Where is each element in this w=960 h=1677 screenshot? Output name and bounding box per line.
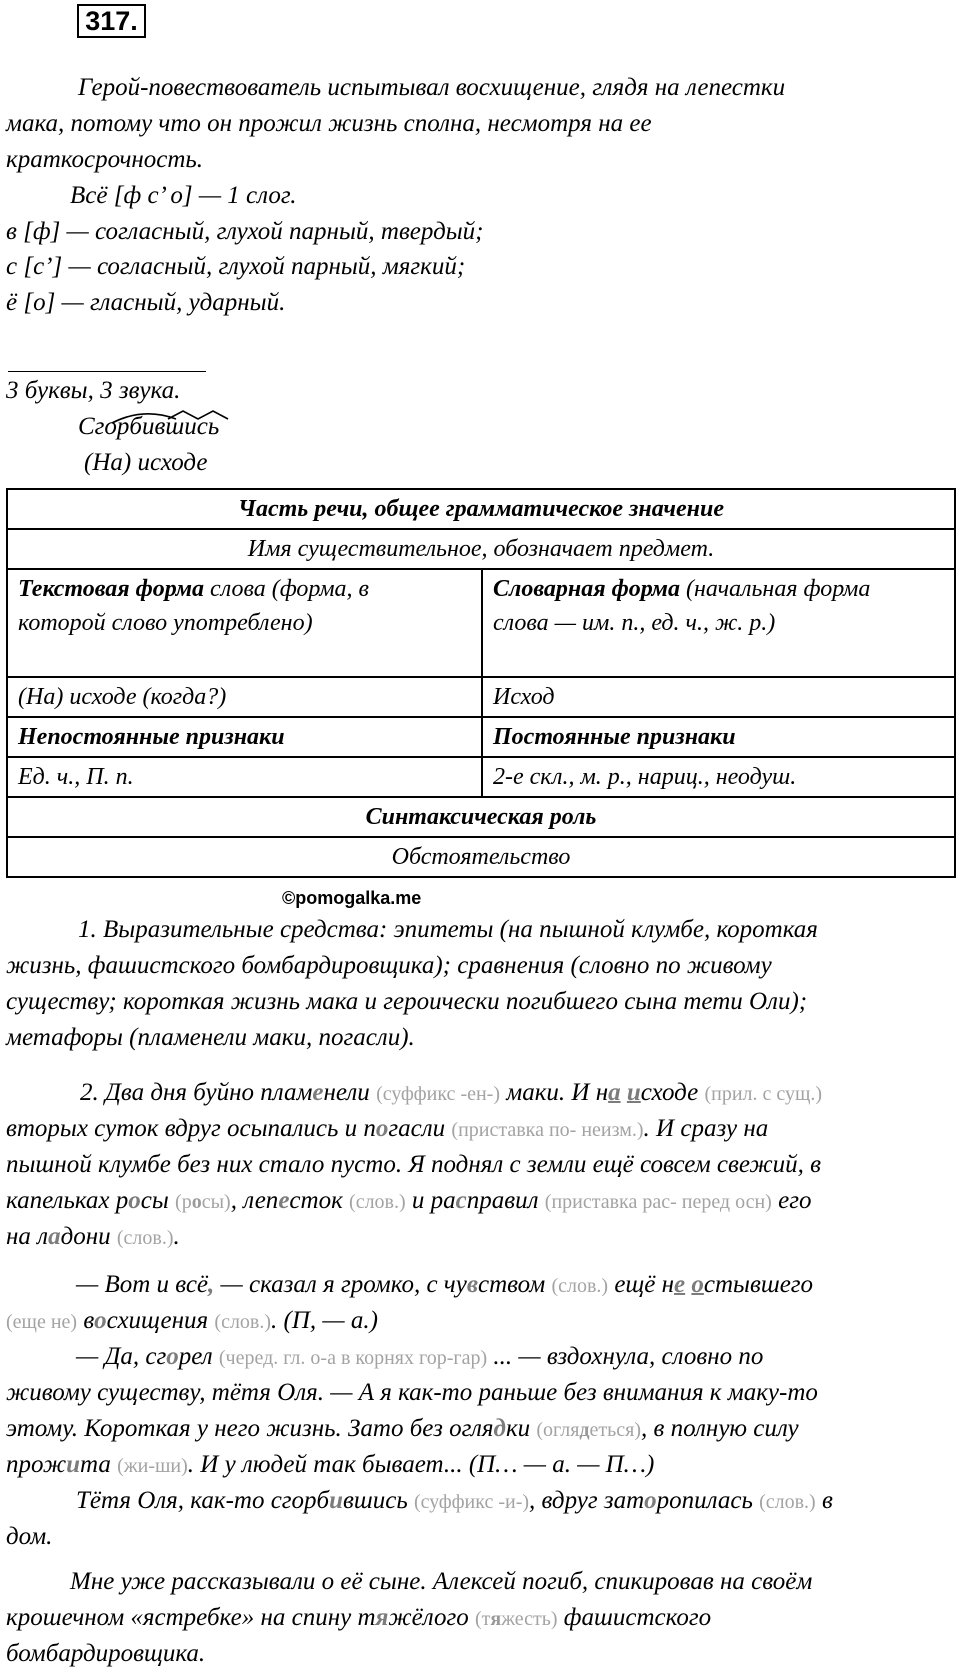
divider [8, 371, 206, 372]
phonetic-row-1: в [ф] — согласный, глухой парный, твердый; [6, 218, 484, 245]
task2-line-12: Тётя Оля, как-то сгорбившись (суффикс -и-), вдруг заторопилась (слов.) в [76, 1487, 833, 1514]
task1-line-4: метафоры (пламенели маки, погасли). [6, 1024, 415, 1051]
task1-line-2: жизнь, фашистского бомбардировщика); сравнения (словно по живому [6, 952, 772, 979]
task2-line-9: живому существу, тётя Оля. — А я как-то раньше без внимания к маку-то [6, 1379, 818, 1406]
table-synt-value: Обстоятельство [7, 837, 955, 877]
table-dict-form-label: Словарная форма (начальная форма слова — им. п., ед. ч., ж. р.) [482, 569, 955, 677]
table-text-form-label: Текстовая форма слова (форма, в которой слово употреблено) [7, 569, 482, 677]
intro-line-1: Герой-повествователь испытывал восхищение, глядя на лепестки [78, 74, 786, 101]
table-nonconst-value: Ед. ч., П. п. [7, 757, 482, 797]
task2-line-15: крошечном «ястребке» на спину тяжёлого (тяжесть) фашистского [6, 1604, 712, 1631]
table-header-part: Часть речи, общее грамматическое значение [7, 489, 955, 529]
table-const-value: 2-е скл., м. р., нариц., неодуш. [482, 757, 955, 797]
task2-line-10: этому. Короткая у него жизнь. Зато без оглядки (оглядеться), в полную силу [6, 1415, 799, 1442]
task2-line-1: 2. Два дня буйно пламенели (суффикс -ен-) маки. И на исходе (прил. с сущ.) [80, 1079, 823, 1106]
task2-line-6: — Вот и всё, — сказал я громко, с чувством (слов.) ещё не остывшего [76, 1271, 814, 1298]
task2-line-16: бомбардировщика. [6, 1640, 206, 1667]
phonetic-word: Всё [ф с’ о] — 1 слог. [70, 182, 297, 209]
table-text-form-value: (На) исходе (когда?) [7, 677, 482, 717]
task2-line-5: на ладони (слов.). [6, 1223, 180, 1250]
intro-line-2: мака, потому что он прожил жизнь сполна, несмотря на ее [6, 110, 652, 137]
table-header-synt: Синтаксическая роль [7, 797, 955, 837]
phonetic-summary: 3 буквы, 3 звука. [6, 377, 181, 404]
table-part-value: Имя существительное, обозначает предмет. [7, 529, 955, 569]
task2-line-14: Мне уже рассказывали о её сыне. Алексей погиб, спикировав на своём [70, 1568, 813, 1595]
task2-line-13: дом. [6, 1523, 53, 1550]
task2-line-3: пышной клумбе без них стало пусто. Я поднял с земли ещё совсем свежий, в [6, 1151, 821, 1178]
morphemic-word: Сгорбившись [78, 413, 220, 440]
task2-line-4: капельках росы (росы), лепесток (слов.) и расправил (приставка рас- перед осн) его [6, 1187, 812, 1214]
table-header-nonconst: Непостоянные признаки [7, 717, 482, 757]
table-dict-form-value: Исход [482, 677, 955, 717]
watermark: ©pomogalka.me [282, 888, 422, 908]
exercise-number: 317. [77, 4, 146, 38]
task2-line-2: вторых суток вдруг осыпались и погасли (приставка по- неизм.). И сразу на [6, 1115, 769, 1142]
task1-line-3: существу; короткая жизнь мака и героически погибшего сына тети Оли); [6, 988, 808, 1015]
parse-word: (На) исходе [84, 449, 208, 476]
task2-line-7: (еще не) восхищения (слов.). (П, — а.) [6, 1307, 378, 1334]
phonetic-row-2: с [с’] — согласный, глухой парный, мягкий; [6, 253, 466, 280]
intro-line-3: краткосрочность. [6, 146, 204, 173]
task2-line-11: прожита (жи-ши). И у людей так бывает... (П… — а. — П…) [6, 1451, 655, 1478]
task2-line-8: — Да, сгорел (черед. гл. о-а в корнях гор-гар) ... — вздохнула, словно по [76, 1343, 764, 1370]
grammar-table [6, 488, 956, 878]
phonetic-row-3: ё [о] — гласный, ударный. [6, 289, 286, 316]
task1-line-1: 1. Выразительные средства: эпитеты (на пышной клумбе, короткая [78, 916, 818, 943]
table-header-const: Постоянные признаки [482, 717, 955, 757]
